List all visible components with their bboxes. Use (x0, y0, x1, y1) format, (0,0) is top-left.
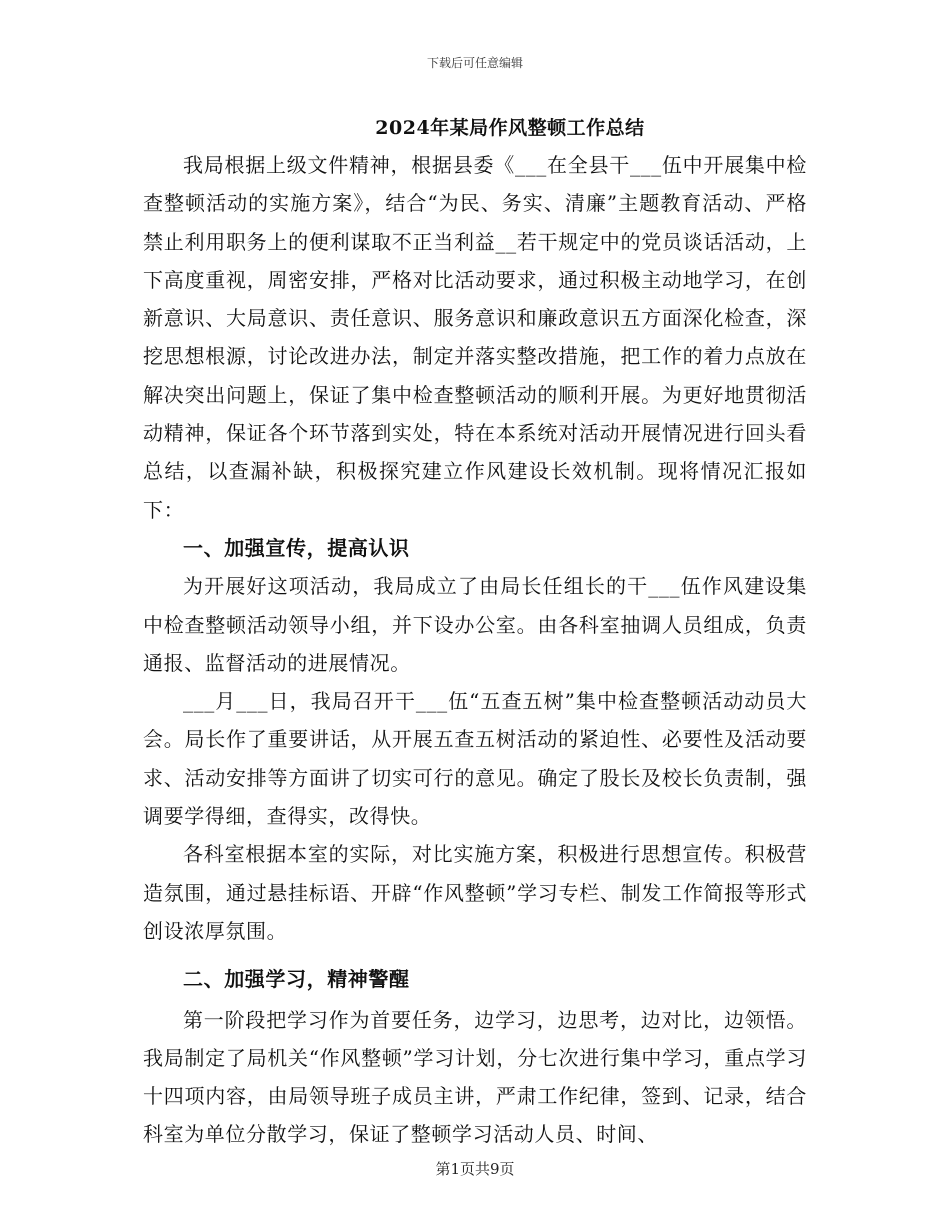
page-header: 下载后可任意编辑 (426, 56, 523, 70)
section-2-paragraph-1: 第一阶段把学习作为首要任务，边学习，边思考，边对比，边领悟。我局制定了局机关“作风整顿”学习计划，分七次进行集中学习，重点学习十四项内容，由局领导班子成员主讲，严肃工作纪律，签到、记录，结合科室为单位分散学习，保证了整顿学习活动人员、时间、 (143, 1007, 807, 1147)
section-1-heading: 一、加强宣传，提高认识 (183, 535, 410, 560)
section-1-paragraph-1: 为开展好这项活动，我局成立了由局长任组长的干___伍作风建设集中检查整顿活动领导小组，并下设办公室。由各科室抽调人员组成，负责通报、监督活动的进展情况。 (143, 574, 807, 675)
page-footer: 第1页共9页 (435, 1160, 515, 1178)
section-1-paragraph-3: 各科室根据本室的实际，对比实施方案，积极进行思想宣传。积极营造氛围，通过悬挂标语、开辟“作风整顿”学习专栏、制发工作简报等形式创设浓厚氛围。 (143, 842, 807, 943)
document-body (143, 112, 807, 1154)
section-2-heading: 二、加强学习，精神警醒 (183, 967, 410, 992)
document-title: 2024年某局作风整顿工作总结 (375, 117, 645, 139)
intro-paragraph: 我局根据上级文件精神，根据县委《___在全县干___伍中开展集中检查整顿活动的实施方案》，结合“为民、务实、清廉”主题教育活动、严格禁止利用职务上的便利谋取不正当利益__若干规定中的党员谈话活动，上下高度重视，周密安排，严格对比活动要求，通过积极主动地学习，在创新意识、大局意识、责任意识、服务意识和廉政意识五方面深化检查，深挖思想根源，讨论改进办法，制定并落实整改措施，把工作的着力点放在解决突出问题上，保证了集中检查整顿活动的顺利开展。为更好地贯彻活动精神，保证各个环节落到实处，特在本系统对活动开展情况进行回头看总结，以查漏补缺，积极探究建立作风建设长效机制。现将情况汇报如下： (143, 153, 807, 522)
section-1-paragraph-2: ___月___日，我局召开干___伍“五查五树”集中检查整顿活动动员大会。局长作了重要讲话，从开展五查五树活动的紧迫性、必要性及活动要求、活动安排等方面讲了切实可行的意见。确定了股长及校长负责制，强调要学得细，查得实，改得快。 (143, 689, 807, 829)
